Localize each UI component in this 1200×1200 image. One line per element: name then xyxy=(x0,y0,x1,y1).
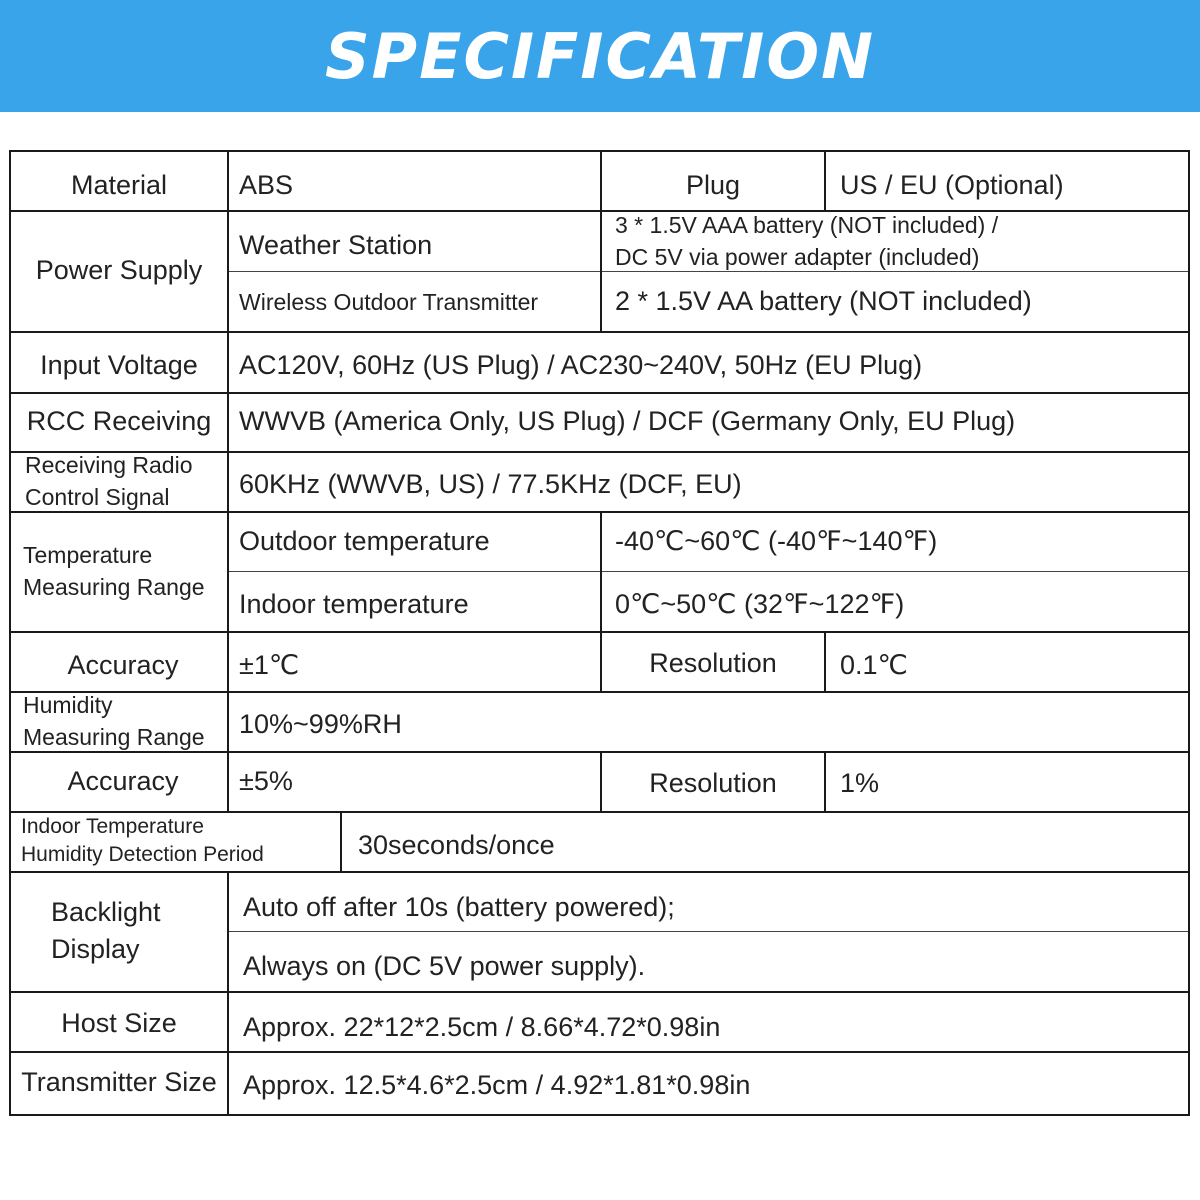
weather-station-value-line-2: DC 5V via power adapter (included) xyxy=(615,243,980,270)
column-divider xyxy=(340,811,342,871)
column-divider xyxy=(824,152,826,210)
backlight-value-battery: Auto off after 10s (battery powered); xyxy=(243,891,675,922)
outdoor-temperature-value: -40℃~60℃ (-40℉~140℉) xyxy=(615,525,938,556)
column-divider xyxy=(227,871,229,1114)
plug-value: US / EU (Optional) xyxy=(840,169,1064,200)
outdoor-temperature-label: Outdoor temperature xyxy=(239,525,490,556)
page-title: SPECIFICATION xyxy=(325,19,875,93)
temperature-resolution-value: 0.1℃ xyxy=(840,649,908,680)
transmitter-size-label: Transmitter Size xyxy=(21,1067,217,1098)
input-voltage-label: Input Voltage xyxy=(40,350,198,381)
indoor-temperature-value: 0℃~50℃ (32℉~122℉) xyxy=(615,588,905,619)
detection-period-value: 30seconds/once xyxy=(358,829,555,860)
humidity-range-label xyxy=(23,691,227,751)
humidity-accuracy-value: ±5% xyxy=(239,765,293,796)
backlight-label xyxy=(51,871,227,991)
detection-period-label-line-1: Indoor Temperature xyxy=(21,815,204,838)
humidity-resolution-label: Resolution xyxy=(649,767,777,798)
temperature-accuracy-label: Accuracy xyxy=(67,649,179,680)
backlight-label-line-2: Display xyxy=(51,934,140,964)
humidity-accuracy-label: Accuracy xyxy=(67,765,179,796)
temperature-range-label xyxy=(23,511,227,631)
weather-station-label: Weather Station xyxy=(239,230,433,261)
indoor-temperature-label: Indoor temperature xyxy=(239,588,469,619)
backlight-label-line-1: Backlight xyxy=(51,897,161,927)
spec-table xyxy=(9,150,1190,1116)
detection-period-label-line-2: Humidity Detection Period xyxy=(21,843,264,866)
rcc-value: WWVB (America Only, US Plug) / DCF (Germany Only, EU Plug) xyxy=(239,406,1016,437)
material-value: ABS xyxy=(239,169,294,200)
transmitter-power-label: Wireless Outdoor Transmitter xyxy=(239,289,539,316)
radio-signal-label xyxy=(25,451,227,511)
input-voltage-value: AC120V, 60Hz (US Plug) / AC230~240V, 50Hz (EU Plug) xyxy=(239,350,923,381)
column-divider xyxy=(824,631,826,691)
radio-signal-label-line-1: Receiving Radio xyxy=(25,452,193,478)
humidity-range-value: 10%~99%RH xyxy=(239,708,402,739)
detection-period-label xyxy=(21,811,340,871)
humidity-range-label-line-2: Measuring Range xyxy=(23,724,205,750)
power-supply-label: Power Supply xyxy=(35,255,203,286)
transmitter-power-value: 2 * 1.5V AA battery (NOT included) xyxy=(615,285,1032,316)
header-banner xyxy=(0,0,1200,112)
material-label: Material xyxy=(70,169,168,200)
weather-station-value xyxy=(615,210,1185,271)
plug-label: Plug xyxy=(685,169,741,200)
weather-station-value-line-1: 3 * 1.5V AAA battery (NOT included) / xyxy=(615,211,999,238)
radio-signal-value: 60KHz (WWVB, US) / 77.5KHz (DCF, EU) xyxy=(239,468,742,499)
temperature-accuracy-value: ±1℃ xyxy=(239,649,300,680)
backlight-value-dc: Always on (DC 5V power supply). xyxy=(243,950,646,981)
temperature-resolution-label: Resolution xyxy=(649,647,777,678)
column-divider xyxy=(824,751,826,811)
column-divider xyxy=(227,152,229,811)
humidity-range-label-line-1: Humidity xyxy=(23,692,113,718)
humidity-resolution-value: 1% xyxy=(840,767,880,798)
transmitter-size-value: Approx. 12.5*4.6*2.5cm / 4.92*1.81*0.98in xyxy=(243,1070,751,1101)
radio-signal-label-line-2: Control Signal xyxy=(25,484,170,510)
rcc-label: RCC Receiving xyxy=(26,406,212,437)
temperature-range-label-line-1: Temperature xyxy=(23,542,153,568)
host-size-value: Approx. 22*12*2.5cm / 8.66*4.72*0.98in xyxy=(243,1011,721,1042)
temperature-range-label-line-2: Measuring Range xyxy=(23,574,205,600)
host-size-label: Host Size xyxy=(61,1007,177,1038)
